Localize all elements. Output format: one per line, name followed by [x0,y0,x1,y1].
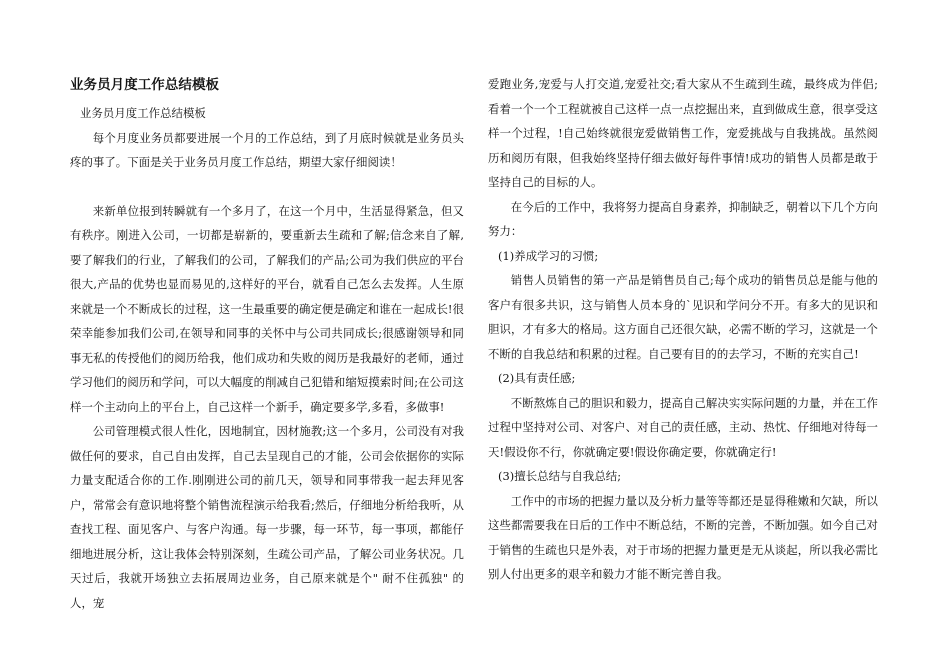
section-body-1: 销售人员销售的第一产品是销售员自己;每个成功的销售员总是能与他的客户有很多共识，这与销售人员本身的`见识和学问分不开。有多大的见识和胆识，才有多大的格局。这方面自己还很欠缺，必需不断的学习，这就是一个不断的自我总结和积累的过程。自己要有目的的去学习，不断的充实自己! [488,273,878,361]
section-heading-3: (3)擅长总结与自我总结; [498,469,622,483]
section-heading-1: (1)养成学习的习惯; [498,248,599,263]
intro-paragraph: 每个月度业务员都要进展一个月的工作总结，到了月底时候就是业务员头疼的事了。下面是关于业务员月度工作总结，期望大家仔细阅读！ [70,130,464,169]
section-body-3: 工作中的市场的把握力量以及分析力量等等都还是显得稚嫩和欠缺，所以这些都需要我在日后的工作中不断总结，不断的完善，不断加强。如今自己对于销售的生疏也只是外表，对于市场的把握力量更是无从谈起，所以我必需比别人付出更多的艰辛和毅力才能不断完善自我。 [488,493,878,581]
section-heading-2: (2)具有责任感; [498,371,576,385]
paragraph-gap [70,175,464,199]
section-body-2: 不断熬炼自己的胆识和毅力，提高自己解决实实际问题的力量，并在工作过程中坚持对公司、对客户、对自己的责任感，主动、热忱、仔细地对待每一天!假设你不行，你就确定要!假设你确定要，你就确定行! [488,395,878,459]
body-paragraph-1: 来新单位报到转瞬就有一个多月了，在这一个月中，生活显得紧急，但又有秩序。刚进入公司，一切都是崭新的，要重新去生疏和了解;信念来自了解,要了解我们的行业，了解我们的公司，了解我们的产品;公司为我们供应的平台很大,产品的优势也显而易见的,这样好的平台，就看自己怎么去发挥。人生原来就是一个不断成长的过程，这一生最重要的确定便是确定和谁在一起成长!很荣幸能参加我们公司,在领导和同事的关怀中与公司共同成长;很感谢领导和同事无私的传授他们的阅历给我，他们成功和失败的阅历是我最好的老师，通过学习他们的阅历和学问，可以大幅度的削减自己犯错和缩短摸索时间;在公司这样一个主动向上的平台上，自己这样一个新手，确定要多学,多看，多做事! [70,203,464,414]
document-title: 业务员月度工作总结模板 [70,77,220,93]
body-paragraph-2: 公司管理模式很人性化，因地制宜，因材施教;这一个多月，公司没有对我做任何的要求，自己自由发挥，自己去呈现自己的才能，公司会依据你的实际力量支配适合你的工作.刚刚进公司的前几天，领导和同事带我一起去拜见客户，常常会有意识地将整个销售流程演示给我看;然后，仔细地分析给我听，从查找工程、面见客户、与客户沟通。每一步骤，每一环节，每一事项，都能仔细地进展分析，这让我体会特别深刻，生疏公司产品，了解公司业务状况。几天过后，我就开场独立去拓展周边业务，自己原来就是个" 耐不住孤独" 的人，宠 [70,424,464,610]
left-column [70,75,464,615]
right-column [488,72,878,587]
document-subtitle: 业务员月度工作总结模板 [80,106,206,120]
continued-paragraph: 爱跑业务,宠爱与人打交道,宠爱社交;看大家从不生疏到生疏，最终成为伴侣;看着一个一个工程就被自己这样一点一点挖掘出来，直到做成生意，很享受这样一个过程，!自己始终就很宠爱做销售工作，宠爱挑战与自我挑战。虽然阅历和阅历有限，但我始终坚持仔细去做好每件事情!成功的销售人员都是敢于坚持自己的目标的人。 [488,77,878,189]
improvement-intro: 在今后的工作中，我将努力提高自身素养，抑制缺乏，朝着以下几个方向努力： [488,199,878,238]
